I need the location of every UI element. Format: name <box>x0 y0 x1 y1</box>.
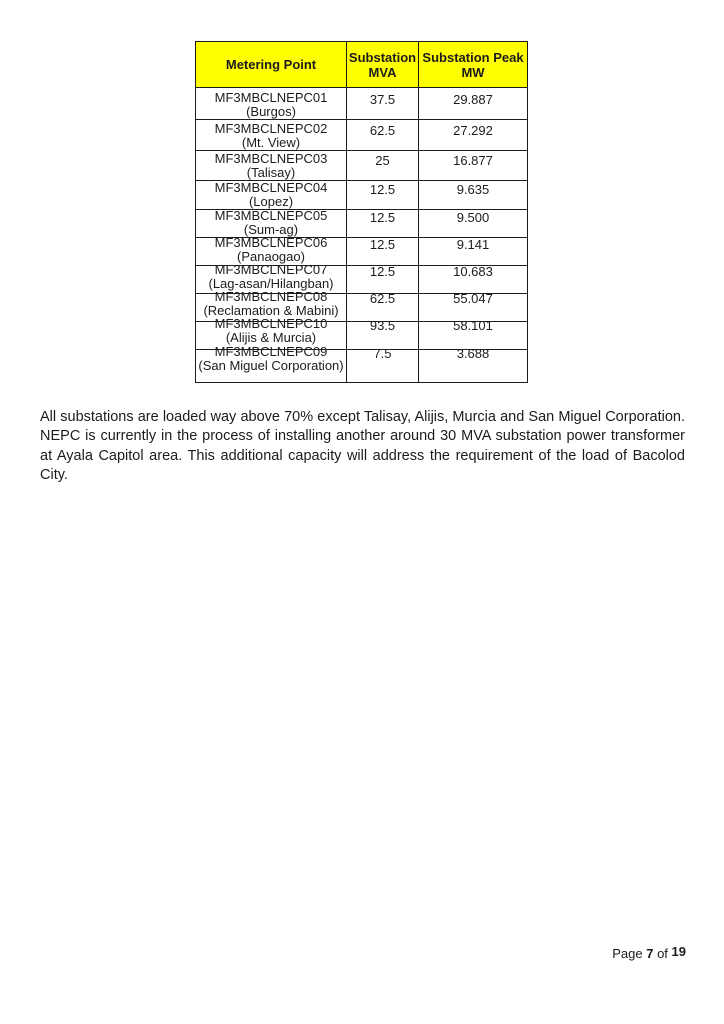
mva-value: 12.5 <box>369 210 396 225</box>
table-header-row <box>196 42 528 88</box>
col-header-label: Metering Point <box>225 57 317 72</box>
metering-point-code: MF3MBCLNEPC08 <box>214 289 328 304</box>
metering-point-code: MF3MBCLNEPC01 <box>214 90 328 105</box>
mva-value: 12.5 <box>369 264 396 279</box>
peak-mw-value: 9.635 <box>456 182 490 197</box>
mva-cell <box>347 346 419 383</box>
col-header-label-line2: MW <box>461 64 485 80</box>
mva-cell <box>347 88 419 120</box>
metering-point-name: (Sum-ag) <box>243 222 299 237</box>
metering-point-name: (Panaogao) <box>237 249 305 264</box>
table-row <box>196 88 528 120</box>
metering-point-name: (Lopez) <box>248 194 294 209</box>
metering-point-cell <box>196 120 347 151</box>
metering-point-name: (Burgos) <box>246 104 296 119</box>
mva-value: 7.5 <box>373 346 392 361</box>
table-row <box>196 181 528 210</box>
mva-cell <box>347 266 419 294</box>
peak-mw-cell <box>419 120 528 151</box>
metering-point-code: MF3MBCLNEPC04 <box>214 180 328 195</box>
peak-mw-value: 55.047 <box>453 291 493 306</box>
peak-mw-value: 9.141 <box>456 237 490 252</box>
mva-value: 12.5 <box>369 237 396 252</box>
peak-mw-cell <box>419 88 528 120</box>
page-number-footer <box>612 946 686 961</box>
col-header-label-line1: Substation <box>348 49 417 65</box>
mva-value: 12.5 <box>369 182 396 197</box>
metering-point-cell <box>196 344 347 383</box>
metering-point-name: (Talisay) <box>246 165 296 180</box>
page-number: 7 <box>646 946 654 961</box>
page-label: Page <box>612 946 647 961</box>
peak-mw-value: 27.292 <box>453 123 493 138</box>
col-header-label-line2: MVA <box>368 64 397 80</box>
metering-point-name: (San Miguel Corporation) <box>198 358 344 373</box>
total-pages: 19 <box>671 944 686 959</box>
peak-mw-value: 9.500 <box>456 210 490 225</box>
metering-point-code: MF3MBCLNEPC02 <box>214 121 328 136</box>
peak-mw-cell <box>419 266 528 294</box>
col-header-substation-peak-mw <box>419 42 528 88</box>
metering-point-cell <box>196 181 347 210</box>
col-header-label-line1: Substation Peak <box>422 49 524 65</box>
metering-point-cell <box>196 210 347 238</box>
peak-mw-cell <box>419 210 528 238</box>
peak-mw-cell <box>419 151 528 181</box>
body-paragraph: All substations are loaded way above 70% except Talisay, Alijis, Murcia and San Miguel Corporation. NEPC is currently in the process of installing another around 30 MVA substation power transformer at Ayala Capitol area. This additional capacity will address the requirement of the load of Bacolod City. <box>40 409 685 483</box>
table-row <box>196 151 528 181</box>
col-header-metering-point <box>196 42 347 88</box>
mva-value: 62.5 <box>369 123 396 138</box>
mva-cell <box>347 120 419 151</box>
mva-value: 37.5 <box>369 92 396 107</box>
metering-point-code: MF3MBCLNEPC10 <box>214 316 328 331</box>
metering-point-name: (Mt. View) <box>241 135 301 150</box>
metering-point-code: MF3MBCLNEPC03 <box>214 151 328 166</box>
peak-mw-value: 29.887 <box>453 92 493 107</box>
peak-mw-cell <box>419 238 528 266</box>
mva-cell <box>347 181 419 210</box>
table-row <box>196 210 528 238</box>
peak-mw-value: 10.683 <box>453 264 493 279</box>
peak-mw-value: 58.101 <box>453 318 493 333</box>
mva-cell <box>347 238 419 266</box>
metering-points-table <box>195 41 528 383</box>
metering-point-name: (Reclamation & Mabini) <box>203 303 339 318</box>
metering-point-code: MF3MBCLNEPC05 <box>214 208 328 223</box>
metering-point-cell <box>196 88 347 120</box>
col-header-substation-mva <box>347 42 419 88</box>
mva-cell <box>347 210 419 238</box>
mva-cell <box>347 151 419 181</box>
mva-value: 62.5 <box>369 291 396 306</box>
metering-point-code: MF3MBCLNEPC06 <box>214 235 328 250</box>
peak-mw-cell <box>419 346 528 383</box>
peak-mw-value: 3.688 <box>456 346 490 361</box>
table-row <box>196 350 528 383</box>
metering-point-name: (Alijis & Murcia) <box>225 330 317 345</box>
peak-mw-value: 16.877 <box>453 153 493 168</box>
metering-point-name: (Lag-asan/Hilangban) <box>208 276 334 291</box>
metering-point-cell <box>196 151 347 181</box>
metering-point-code: MF3MBCLNEPC07 <box>214 262 328 277</box>
peak-mw-cell <box>419 181 528 210</box>
mva-value: 25 <box>375 153 390 168</box>
table-row <box>196 120 528 151</box>
metering-point-code: MF3MBCLNEPC09 <box>214 344 328 359</box>
of-label: of <box>653 946 672 961</box>
mva-value: 93.5 <box>369 318 396 333</box>
